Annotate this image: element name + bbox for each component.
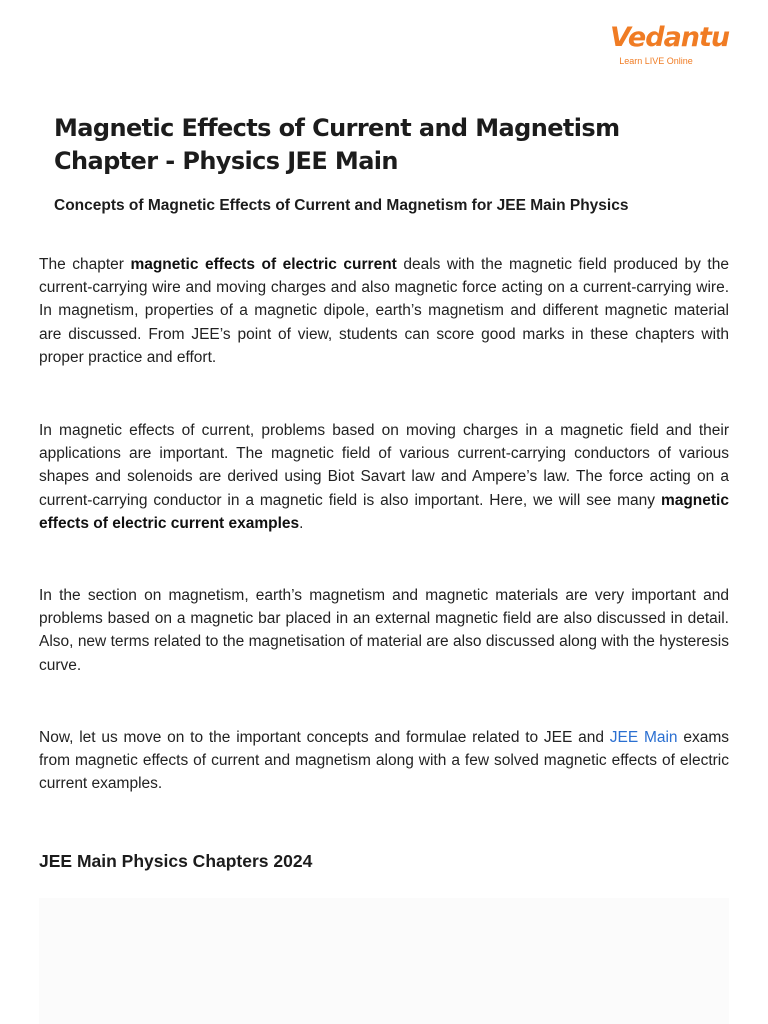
p2-text-before: In magnetic effects of current, problems based on moving charges in a magnetic field and their applications are important. The magnetic field of various current-carrying conductors of various shapes and solenoids are derived using Biot Savart law and Ampere’s law. The force acting on a current-carrying conductor in a magnetic field is also important. Here, we will see many xyxy=(39,422,729,509)
next-steps-paragraph xyxy=(39,726,729,796)
magnetic-effects-paragraph xyxy=(39,419,729,535)
vedantu-logo[interactable] xyxy=(610,22,730,72)
p4-text-before: Now, let us move on to the important concepts and formulae related to JEE and xyxy=(39,729,610,746)
p1-text-after: deals with the magnetic field produced by the current-carrying wire and moving charges and also magnetic force acting on a current-carrying wire. In magnetism, properties of a magnetic dipole, earth’s magnetism and different magnetic material are discussed. From JEE’s point of view, students can score good marks in these chapters with proper practice and effort. xyxy=(39,256,729,366)
chapters-section-heading: JEE Main Physics Chapters 2024 xyxy=(39,851,313,871)
page-title: Magnetic Effects of Current and Magnetism Chapter - Physics JEE Main xyxy=(54,114,620,175)
chapters-table-area xyxy=(39,898,729,1024)
p2-text-after: . xyxy=(299,514,304,532)
p1-text-before: The chapter xyxy=(39,256,131,273)
intro-paragraph xyxy=(39,253,729,369)
magnetism-paragraph: In the section on magnetism, earth’s magnetism and magnetic materials are very important and problems based on a magnetic bar placed in an external magnetic field are also discussed in detail. Also, new terms related to the magnetisation of material are also discussed along with the hysteresis curve. xyxy=(39,587,729,674)
page-subtitle: Concepts of Magnetic Effects of Current and Magnetism for JEE Main Physics xyxy=(54,197,629,214)
p1-bold-term: magnetic effects of electric current xyxy=(130,256,397,273)
p2-bold-term: magnetic effects of electric current examples xyxy=(39,491,729,532)
logo-tagline: Learn LIVE Online xyxy=(619,56,693,66)
jee-main-link[interactable]: JEE Main xyxy=(609,729,678,746)
logo-wordmark: Vedantu xyxy=(610,22,730,53)
p4-text-after: exams from magnetic effects of current and magnetism along with a few solved magnetic effects of electric current examples. xyxy=(39,729,729,793)
